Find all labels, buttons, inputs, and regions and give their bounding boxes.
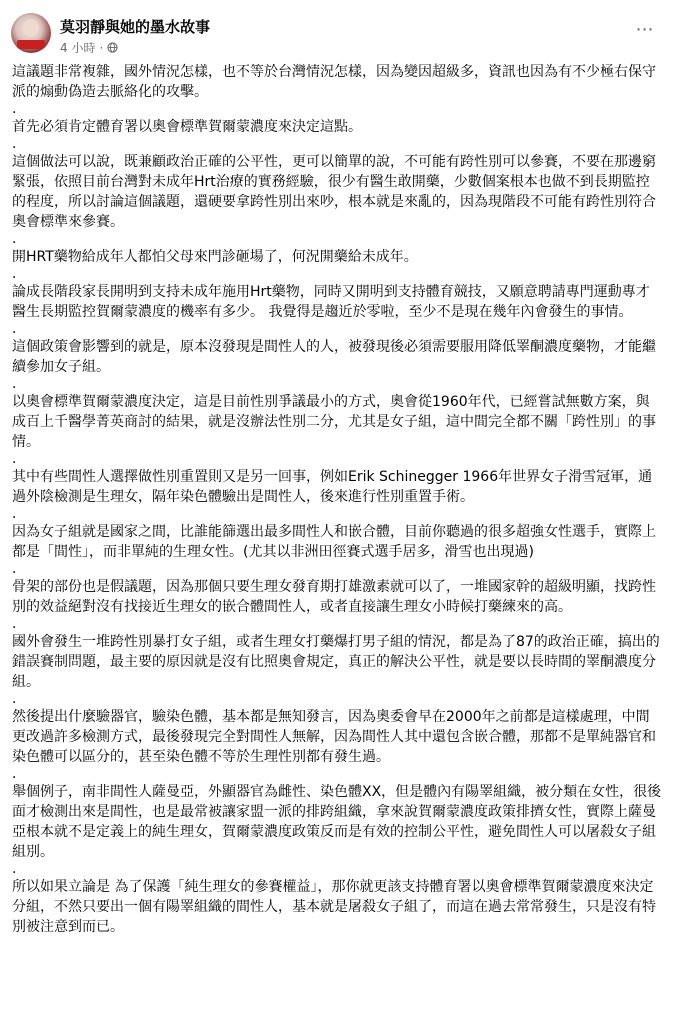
avatar-badge <box>17 40 45 49</box>
paragraph-separator: . <box>12 451 17 467</box>
post-paragraph: 這議題非常複雜，國外情況怎樣，也不等於台灣情況怎樣，因為變因超級多，資訊也因為有不少極右保守派的煽動偽造去脈絡化的攻擊。 <box>12 64 656 100</box>
post-paragraph: 所以如果立論是 為了保護「純生理女的參賽權益」，那你就更該支持體育署以奧會標準賀爾蒙濃度來決定分組，不然只要出一個有陽睪組織的間性人，基本就是屠殺女子組了，而這在過去常常發生，只是沒有特別被注意到而已。 <box>12 879 656 935</box>
paragraph-separator: . <box>12 561 17 577</box>
author-name[interactable]: 莫羽靜與她的墨水故事 <box>60 18 211 36</box>
post-header <box>11 12 665 56</box>
more-options-icon: ⋯ <box>635 19 655 40</box>
post-body <box>12 62 663 937</box>
post-paragraph: 這個政策會影響到的就是，原本沒發現是間性人的人，被發現後必須需要服用降低睪酮濃度藥物，才能繼續參加女子組。 <box>12 339 656 375</box>
post-paragraph: 論成長階段家長開明到支持未成年施用Hrt藥物，同時又開明到支持體育競技，又願意聘請專門運動專才醫生長期監控賀爾蒙濃度的機率有多少。 我覺得是趨近於零啦，至少不是現在幾年內會發生的事情。 <box>12 284 650 320</box>
paragraph-separator: . <box>12 691 17 707</box>
post-paragraph: 這個做法可以說，既兼顧政治正確的公平性，更可以簡單的說，不可能有跨性別可以參賽，不要在那邊窮緊張，依照目前台灣對未成年Hrt治療的實務經驗，很少有醫生敢開藥，少數個案根本也做不到長期監控的程度，所以討論這個議題，還硬要拿跨性別出來吵，根本就是來亂的，因為現階段不可能有跨性別符合奧會標準來參賽。 <box>12 154 656 230</box>
more-options-button[interactable] <box>629 14 661 46</box>
post-paragraph: 因為女子組就是國家之間，比誰能篩選出最多間性人和嵌合體，目前你聽過的很多超強女性選手，實際上都是「間性」，而非單純的生理女性。(尤其以非洲田徑賽式選手居多，滑雪也出現過) <box>12 524 656 560</box>
post-paragraph: 其中有些間性人選擇做性別重置則又是另一回事，例如Erik Schinegger 1966年世界女子滑雪冠軍，通過外陰檢測是生理女，隔年染色體驗出是間性人，後來進行性別重置手術。 <box>12 469 653 505</box>
paragraph-separator: . <box>12 321 17 337</box>
post-paragraph: 國外會發生一堆跨性別暴打女子組，或者生理女打藥爆打男子組的情況，都是為了87的政治正確，搞出的錯誤賽制問題，最主要的原因就是沒有比照奧會規定，真正的解決公平性，就是要以長時間的睪酮濃度分組。 <box>12 634 660 690</box>
paragraph-separator: . <box>12 266 17 282</box>
paragraph-separator: . <box>12 136 17 152</box>
post-paragraph: 然後提出什麼驗器官，驗染色體，基本都是無知發言，因為奧委會早在2000年之前都是這樣處理，中間更改過許多檢測方式，最後發現完全對間性人無解，因為間性人其中還包含嵌合體，那都不是單純器官和染色體可以區分的，甚至染色體不等於生理性別都有發生過。 <box>12 709 656 765</box>
paragraph-separator: . <box>12 506 17 522</box>
paragraph-separator: . <box>12 101 17 117</box>
post-paragraph: 開HRT藥物給成年人都怕父母來門診砸場了，何況開藥給未成年。 <box>12 249 418 265</box>
meta-dot: · <box>99 40 104 55</box>
post-paragraph: 以奧會標準賀爾蒙濃度決定，這是目前性別爭議最小的方式，奧會從1960年代，已經嘗試無數方案，與成百上千醫學菁英商討的結果，就是沒辦法性別二分，尤其是女子組，這中間完全都不關「跨性別」的事情。 <box>12 394 656 450</box>
post-meta <box>60 39 118 56</box>
avatar-face <box>23 19 39 37</box>
paragraph-separator: . <box>12 616 17 632</box>
paragraph-separator: . <box>12 376 17 392</box>
post-time[interactable]: 4 小時 <box>60 41 96 55</box>
paragraph-separator: . <box>12 766 17 782</box>
globe-icon <box>107 42 118 53</box>
post-paragraph: 舉個例子，南非間性人薩曼亞，外顯器官為雌性、染色體XX，但是體內有陽睪組織，被分類在女性，很後面才檢測出來是間性，也是最常被讓家盟一派的排跨組織，拿來說賀爾蒙濃度政策排擠女性，實際上薩曼亞根本就不是定義上的純生理女，賀爾蒙濃度政策反而是有效的控制公平性，避免間性人可以屠殺女子組組別。 <box>12 784 662 860</box>
avatar[interactable] <box>11 13 51 53</box>
paragraph-separator: . <box>12 231 17 247</box>
paragraph-separator: . <box>12 861 17 877</box>
post-paragraph: 首先必須肯定體育署以奧會標準賀爾蒙濃度來決定這點。 <box>12 119 362 135</box>
post-paragraph: 骨架的部份也是假議題，因為那個只要生理女發育期打雄激素就可以了，一堆國家幹的超級明顯，找跨性別的效益絕對沒有找接近生理女的嵌合體間性人，或者直接讓生理女小時候打藥練來的高。 <box>12 579 656 615</box>
